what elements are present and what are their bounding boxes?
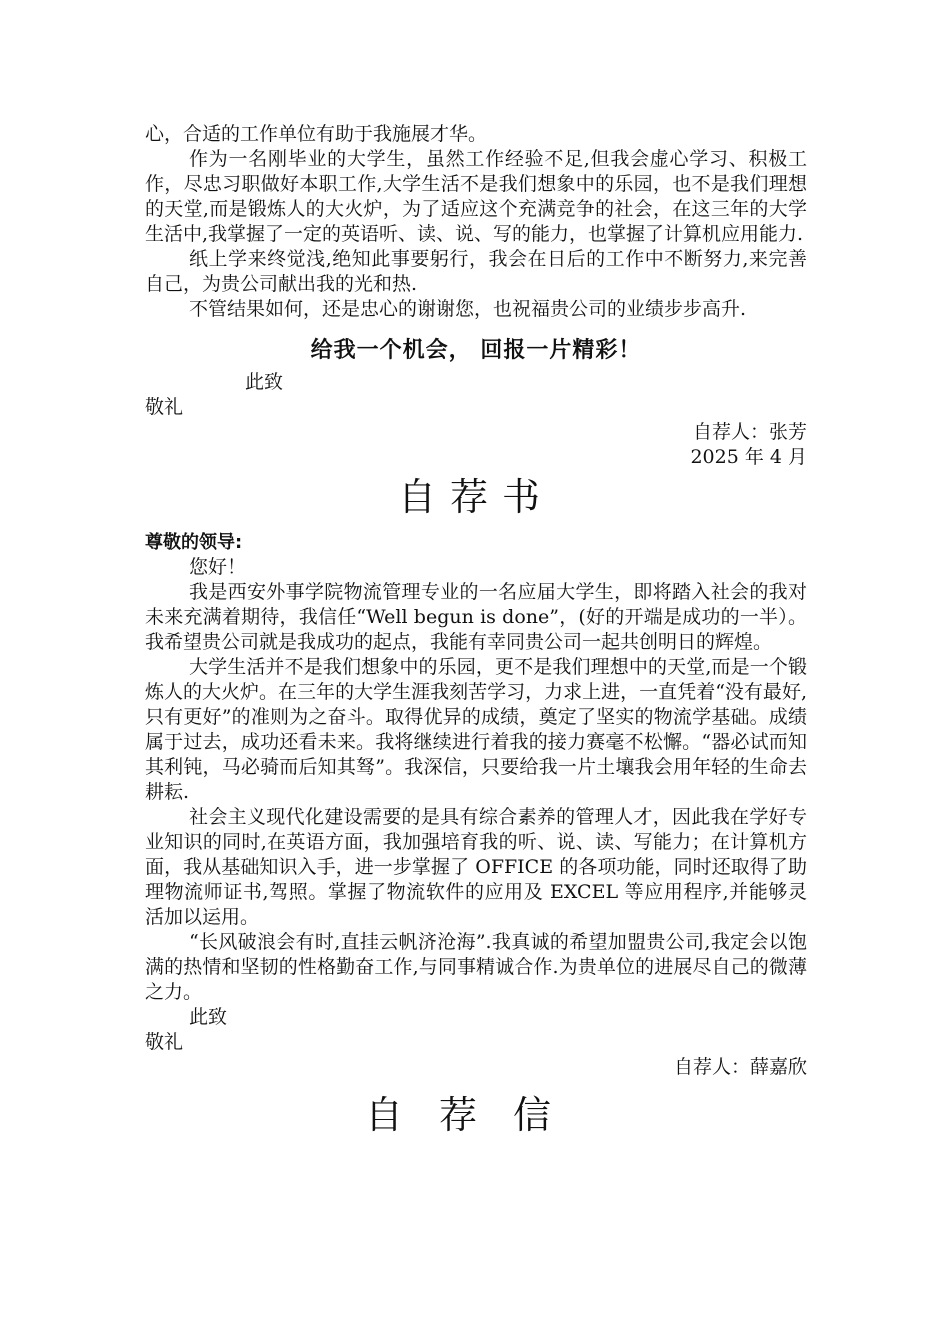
closing-salute: 敬礼 [145,396,184,418]
paragraph: “长风破浪会有时,直挂云帆济沧海”.我真诚的希望加盟贵公司,我定会以饱满的热情和坚韧的性格勤奋工作,与同事精诚合作.为贵单位的进展尽自己的微薄之力。 [145,931,807,1003]
slogan: 给我一个机会， 回报一片精彩！ [310,338,642,363]
paragraph: 社会主义现代化建设需要的是具有综合素养的管理人才，因此我在学好专业知识的同时,在英语方面，我加强培育我的听、说、读、写能力；在计算机方面，我从基础知识入手，进一步掌握了 OFFICE 的各项功能，同时还取得了助理物流师证书,驾照。掌握了物流软件的应用及 EXCEL 等应用程序,并能够灵活加以运用。 [145,806,807,928]
closing-salute: 敬礼 [145,1031,184,1053]
document-page [145,122,807,1148]
greeting: 尊敬的领导: [145,532,243,553]
date: 2025 年 4 月 [690,446,807,468]
section-title: 自荐信 [364,1093,587,1137]
paragraph: 作为一名刚毕业的大学生，虽然工作经验不足,但我会虚心学习、积极工作，尽忠习职做好本职工作,大学生活不是我们想象中的乐园，也不是我们理想的天堂,而是锻炼人的大火炉，为了适应这个充满竞争的社会，在这三年的大学生活中,我掌握了一定的英语听、读、说、写的能力，也掌握了计算机应用能力. [145,148,807,245]
hello: 您好！ [189,556,247,578]
closing-line: 此致 [245,371,284,393]
signer: 自荐人：张芳 [692,421,807,443]
paragraph: 纸上学来终觉浅,绝知此事要躬行，我会在日后的工作中不断努力,来完善自己，为贵公司献出我的光和热. [145,248,807,295]
signer: 自荐人：薛嘉欣 [673,1056,807,1078]
paragraph: 心，合适的工作单位有助于我施展才华。 [145,123,488,145]
paragraph: 我是西安外事学院物流管理专业的一名应届大学生，即将踏入社会的我对未来充满着期待，我信任“Well begun is done”，(好的开端是成功的一半）。我希望贵公司就是我成功的起点，我能有幸同贵公司一起共创明日的辉煌。 [145,581,807,653]
closing-line: 此致 [189,1006,228,1028]
paragraph: 不管结果如何，还是忠心的谢谢您，也祝福贵公司的业绩步步高升. [189,298,747,320]
page-title: 自荐书 [397,475,554,519]
paragraph: 大学生活并不是我们想象中的乐园，更不是我们理想中的天堂,而是一个锻炼人的大火炉。在三年的大学生涯我刻苦学习，力求上进，一直凭着“没有最好,只有更好”的准则为之奋斗。取得优异的成绩，奠定了坚实的物流学基础。成绩属于过去，成功还看未来。我将继续进行着我的接力赛毫不松懈。“器必试而知其利钝，马必骑而后知其驽”。我深信，只要给我一片土壤我会用年轻的生命去耕耘. [145,656,807,803]
